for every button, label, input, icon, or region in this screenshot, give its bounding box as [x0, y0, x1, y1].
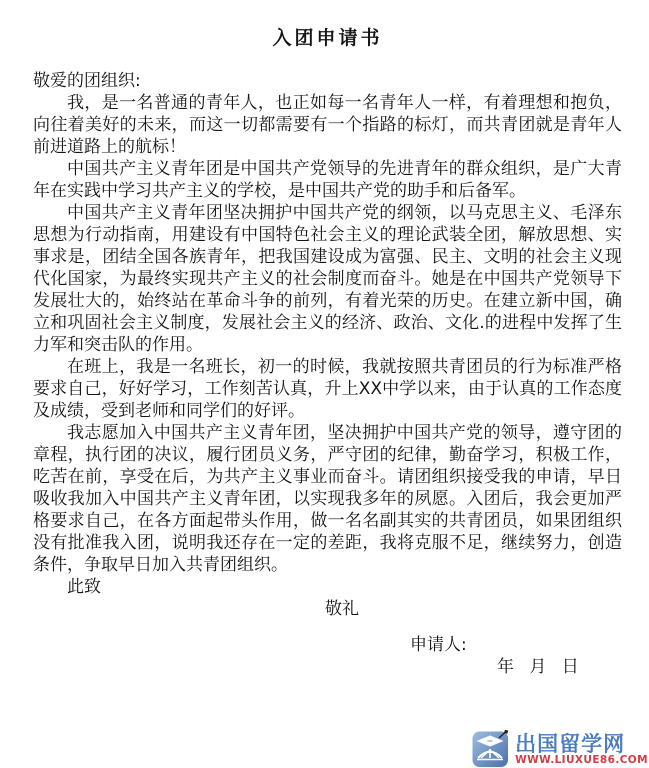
closing-cizhi: 此致: [67, 577, 101, 597]
paragraph-league-program: 中国共产主义青年团坚决拥护中国共产党的纲领，以马克思主义、毛泽东思想为行动指南，用建设有中国特色社会主义的理论武装全团，解放思想、实事求是，团结全国各族青年，把我国建设成为富强、民主、文明的社会主义现代化国家，为最终实现共产主义的社会制度而奋斗。她是在中国共产党领导下发展壮大的，始终站在革命斗争的前列，有着光荣的历史。在建立新中国，确立和巩固社会主义制度，发展社会主义的经济、政治、文化.的进程中发挥了生力军和突击队的作用。: [33, 203, 622, 355]
site-watermark-text: [515, 733, 648, 767]
closing-jingli: 敬礼: [325, 599, 359, 619]
salutation: 敬爱的团组织:: [33, 71, 141, 91]
paragraph-pledge: 我志愿加入中国共产主义青年团，坚决拥护中国共产党的领导，遵守团的章程，执行团的决议，履行团员义务，严守团的纪律，勤奋学习，积极工作，吃苦在前，享受在后，为共产主义事业而奋斗。请团组织接受我的申请，早日吸收我加入中国共产主义青年团，以实现我多年的夙愿。入团后，我会更加严格要求自己，在各方面起带头作用，做一名名副其实的共青团员，如果团组织没有批准我入团，说明我还存在一定的差距，我将克服不足，继续努力，创造条件，争取早日加入共青团组织。: [33, 423, 622, 575]
document-title: 入团申请书: [272, 27, 383, 49]
paragraph-league-nature: 中国共产主义青年团是中国共产党领导的先进青年的群众组织，是广大青年在实践中学习共产主义的学校，是中国共产党的助手和后备军。: [33, 159, 622, 201]
site-watermark: [472, 730, 648, 767]
site-name: 出国留学网: [515, 732, 626, 756]
site-url: WWW.LIUXUE86.COM: [515, 754, 648, 766]
date-line: 年 月 日: [497, 657, 579, 677]
paragraph-intro: 我，是一名普通的青年人，也正如每一名青年人一样，有着理想和抱负，向往着美好的未来，而这一切都需要有一个指路的标灯，而共青团就是青年人前进道路上的航标！: [33, 93, 622, 157]
paragraph-self-intro: 在班上，我是一名班长，初一的时候，我就按照共青团员的行为标准严格要求自己，好好学习，工作刻苦认真，升上XX中学以来，由于认真的工作态度及成绩，受到老师和同学们的好评。: [33, 357, 622, 421]
graduation-cap-icon: [472, 730, 510, 767]
applicant-label: 申请人:: [410, 635, 467, 655]
